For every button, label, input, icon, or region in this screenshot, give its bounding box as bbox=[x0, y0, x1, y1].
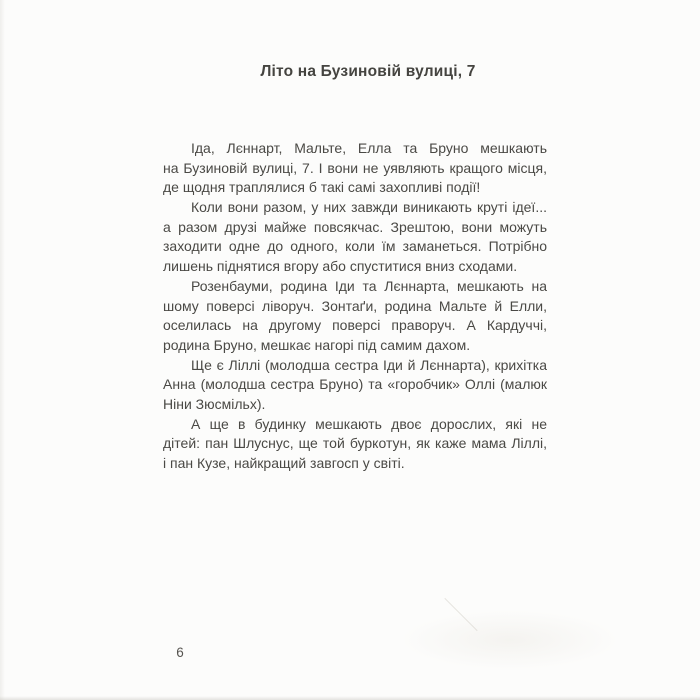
text-line: Розенбауми, родина Іди та Лєннарта, мешкають на bbox=[191, 277, 547, 294]
body-text bbox=[163, 139, 547, 474]
scan-smudge-artifact bbox=[400, 610, 620, 670]
text-line: Іда, Лєннарт, Мальте, Елла та Бруно мешкають bbox=[191, 140, 547, 156]
text-line: родина Бруно, мешкає нагорі під самим дахом. bbox=[163, 336, 471, 353]
text-line: лишень піднятися вгору або спуститися вниз сходами. bbox=[163, 258, 518, 275]
page-number: 6 bbox=[176, 645, 184, 660]
text-line: а разом друзі майже повсякчас. Зрештою, вони можуть bbox=[163, 218, 547, 235]
text-line: Ще є Ліллі (молодша сестра Іди й Лєннарта), крихітка bbox=[191, 356, 547, 373]
text-line: А ще в будинку мешкають двоє дорослих, які не bbox=[191, 415, 547, 432]
page-bottom-edge bbox=[0, 696, 700, 700]
page-left-edge bbox=[0, 0, 5, 700]
text-line: на Бузиновій вулиці, 7. І вони не уявляють кращого місця, bbox=[163, 159, 547, 176]
text-line: оселилась на другому поверсі праворуч. А Кардуччі, bbox=[163, 317, 547, 334]
scan-crease-artifact bbox=[444, 598, 477, 631]
text-line: заходити одне до одного, коли їм заманеться. Потрібно bbox=[163, 238, 547, 255]
text-line: і пан Кузе, найкращий завгосп у світі. bbox=[163, 455, 405, 471]
text-line: Коли вони разом, у них завжди виникають круті ідеї... bbox=[191, 199, 547, 216]
text-line: дітей: пан Шлуснус, ще той буркотун, як каже мама Ліллі, bbox=[163, 435, 547, 452]
text-line: Ніни Зюсмільх). bbox=[163, 395, 266, 412]
text-line: де щодня траплялися б такі самі захопливі події! bbox=[163, 179, 481, 196]
text-line: Анна (молодша сестра Бруно) та «горобчик» Оллі (малюк bbox=[163, 376, 547, 393]
text-line: шому поверсі ліворуч. Зонтаґи, родина Мальте й Елли, bbox=[163, 297, 547, 314]
chapter-title: Літо на Бузиновій вулиці, 7 bbox=[260, 63, 476, 80]
